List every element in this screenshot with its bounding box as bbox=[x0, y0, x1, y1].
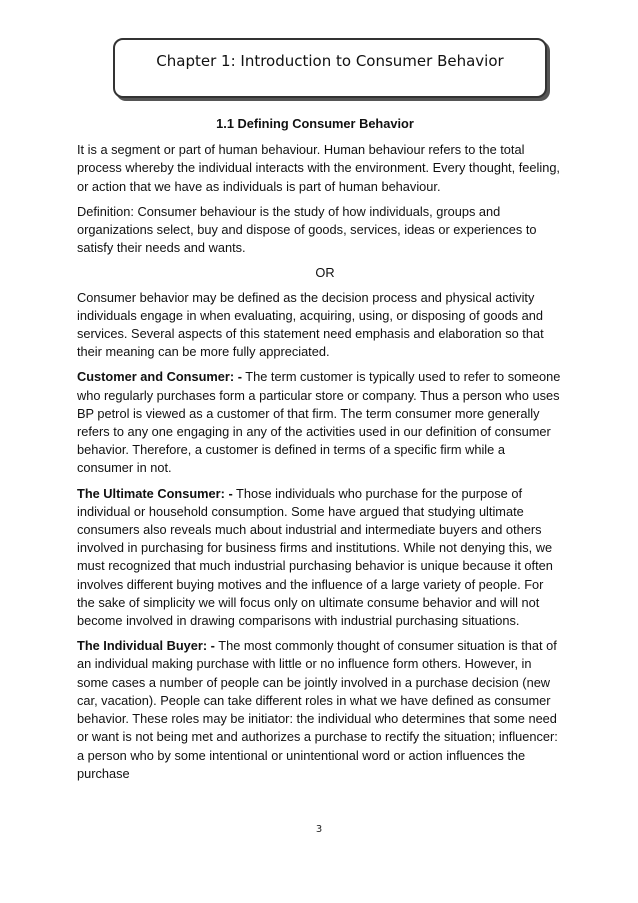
paragraph-human-behaviour: It is a segment or part of human behaviour. Human behaviour refers to the total process whereby the individual interacts with the environment. Every thought, feeling, or action that we have as individuals is part of human behaviour. bbox=[77, 142, 560, 194]
term-customer-and-consumer: Customer and Consumer: - bbox=[77, 369, 242, 385]
text-ultimate-consumer: Those individuals who purchase for the purpose of individual or household consumption. Some have argued that studying ultimate consumers also reveals much about industrial and intermediate buyers and others involved in purchasing for business firms and institutions. While not denying this, we must recognized that much industrial purchasing behavior is unique because it often involves different buying motives and the influence of a large variety of people. For the sake of simplicity we will focus only on ultimate consume behavior and will not become involved in drawing comparisons with industrial purchasing situations. bbox=[77, 485, 553, 629]
paragraph-individual-buyer bbox=[77, 637, 563, 783]
paragraph-customer-and-consumer bbox=[77, 368, 563, 477]
section-heading: 1.1 Defining Consumer Behavior bbox=[216, 116, 414, 131]
page-number: 3 bbox=[315, 824, 323, 835]
chapter-title: Chapter 1: Introduction to Consumer Behavior bbox=[156, 52, 504, 70]
text-individual-buyer: The most commonly thought of consumer situation is that of an individual making purchase with little or no influence form others. However, in some cases a number of people can be jointly involved in a purchase decision (new car, vacation). People can take different roles in what we have defined as consumer behavior. These roles may be initiator: the individual who determines that some need or want is not being met and authorizes a purchase to rectify the situation; influencer: a person who by some intentional or unintentional word or action influences the purchase bbox=[77, 638, 558, 781]
paragraph-definition: Definition: Consumer behaviour is the study of how individuals, groups and organizations select, buy and dispose of goods, services, ideas or experiences to satisfy their needs and wants. bbox=[77, 203, 537, 256]
paragraph-alternate-definition: Consumer behavior may be defined as the decision process and physical activity individuals engage in when evaluating, acquiring, using, or disposing of goods and services. Several aspects of this statement need emphasis and elaboration so that their meaning can be more fully appreciated. bbox=[77, 289, 544, 360]
term-ultimate-consumer: The Ultimate Consumer: - bbox=[77, 485, 233, 501]
term-individual-buyer: The Individual Buyer: - bbox=[77, 638, 215, 654]
paragraph-ultimate-consumer bbox=[77, 485, 563, 631]
or-separator: OR bbox=[315, 265, 335, 281]
page-content bbox=[77, 115, 563, 790]
chapter-title-box bbox=[113, 38, 547, 98]
text-customer-and-consumer: The term customer is typically used to refer to someone who regularly purchases form a particular store or company. Thus a person who uses BP petrol is viewed as a customer of that firm. The term consumer more generally refers to any one engaging in any of the activities used in our definition of consumer behavior. Therefore, a customer is defined in terms of a specific firm while a consumer in not. bbox=[77, 369, 561, 476]
